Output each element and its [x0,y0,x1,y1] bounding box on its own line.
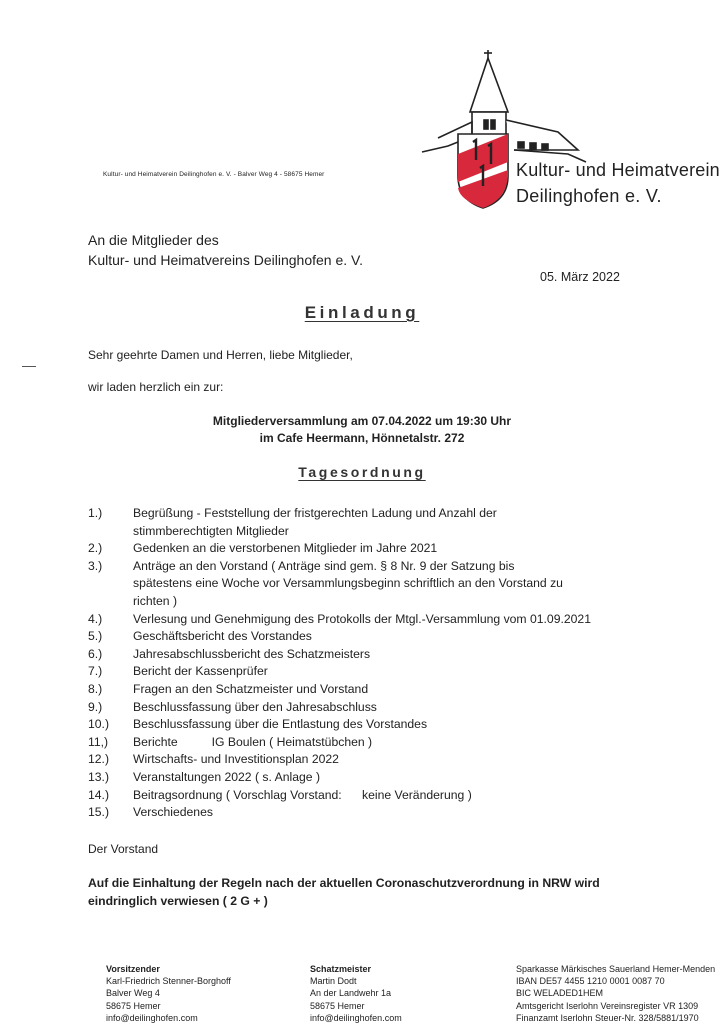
agenda-item-text: spätestens eine Woche vor Versammlungsbeginn schriftlich an den Vorstand zu [133,576,563,591]
agenda-item-text: Verlesung und Genehmigung des Protokolls der Mtgl.-Versammlung vom 01.09.2021 [133,611,591,626]
agenda-item-text: Verschiedenes [133,805,213,820]
list-item [88,505,688,540]
agenda-item-text: Wirtschafts- und Investitionsplan 2022 [133,752,339,767]
list-item [88,611,688,629]
closing-signature: Der Vorstand [88,842,159,856]
agenda-item-text: stimmberechtigten Mitglieder [133,523,289,538]
sender-address-line: Kultur- und Heimatverein Deilinghofen e. V. - Balver Weg 4 - 58675 Hemer [103,171,325,178]
agenda-item-number: 3.) [88,558,103,573]
agenda-item-number: 1.) [88,506,103,520]
letter-date: 05. März 2022 [540,270,620,284]
agenda-item-text: Berichte IG Boulen ( Heimatstübchen ) [133,734,373,749]
list-item [88,751,688,769]
footer-chair-title: Vorsitzender [106,964,160,974]
page-title: Einladung [304,303,420,322]
list-item [88,681,688,699]
list-item [88,804,688,822]
agenda-item-text: Beitragsordnung ( Vorschlag Vorstand: keine Veränderung ) [133,787,472,802]
list-item [88,699,688,717]
agenda-item-number: 10.) [88,717,110,732]
list-item [88,769,688,787]
footer-bank-line: BIC WELADED1HEM [516,988,604,999]
agenda-item-text: Veranstaltungen 2022 ( s. Anlage ) [133,769,321,784]
list-item [88,540,688,558]
recipient-line2: Kultur- und Heimatvereins Deilinghofen e. V. [88,252,363,268]
footer-treasurer-street: An der Landwehr 1a [310,988,392,999]
list-item [88,628,688,646]
agenda-item-number: 2.) [88,541,103,556]
notice-line2: eindringlich verwiesen ( 2 G + ) [88,894,268,908]
agenda-item-text: Begrüßung - Feststellung der fristgerechten Ladung und Anzahl der [133,506,497,520]
footer-chair-email[interactable]: info@deilinghofen.com [106,1012,198,1023]
agenda-item-text: Bericht der Kassenprüfer [133,664,268,679]
footer-chair-name: Karl-Friedrich Stenner-Borghoff [106,976,231,987]
agenda-item-number: 5.) [88,629,103,644]
agenda-item-number: 12.) [88,752,110,767]
agenda-item-number: 15.) [88,805,110,820]
footer-bank [516,963,715,1024]
agenda-item-text: Beschlussfassung über den Jahresabschluss [133,699,377,714]
footer-treasurer-name: Martin Dodt [310,976,357,987]
agenda-title: Tagesordnung [298,464,426,480]
agenda-item-number: 9.) [88,699,103,714]
meeting-location-line: im Cafe Heermann, Hönnetalstr. 272 [259,431,465,445]
footer-treasurer [310,963,402,1024]
intro-text: wir laden herzlich ein zur: [88,380,224,394]
margin-mark [22,366,36,367]
list-item [88,663,688,681]
agenda-item-number: 8.) [88,681,103,696]
agenda-item-number: 7.) [88,664,103,679]
agenda-item-text: Jahresabschlussbericht des Schatzmeisters [133,646,371,661]
footer-bank-line: IBAN DE57 4455 1210 0001 0087 70 [516,976,665,987]
list-item [88,716,688,734]
list-item [88,787,688,805]
list-item [88,734,688,752]
org-name-line1: Kultur- und Heimatverein [516,160,720,180]
footer-bank-line: Amtsgericht Iserlohn Vereinsregister VR 1309 [516,1000,699,1011]
footer-treasurer-city: 58675 Hemer [310,1000,365,1011]
notice-line1: Auf die Einhaltung der Regeln nach der aktuellen Coronaschutzverordnung in NRW wird [88,876,600,890]
agenda-item-text: Fragen an den Schatzmeister und Vorstand [133,681,369,696]
agenda-item-text: Gedenken an die verstorbenen Mitglieder im Jahre 2021 [133,541,438,556]
agenda-item-number: 13.) [88,769,110,784]
org-name-line2: Deilinghofen e. V. [516,186,662,206]
agenda-item-number: 11,) [88,734,109,749]
footer-treasurer-email[interactable]: info@deilinghofen.com [310,1012,402,1023]
footer-bank-line: Sparkasse Märkisches Sauerland Hemer-Menden [516,964,716,974]
footer-treasurer-title: Schatzmeister [310,964,372,974]
agenda-item-text: Geschäftsbericht des Vorstandes [133,629,312,644]
agenda-item-text: Anträge an den Vorstand ( Anträge sind gem. § 8 Nr. 9 der Satzung bis [133,558,515,573]
agenda-item-text: richten ) [133,593,178,608]
meeting-date-line: Mitgliederversammlung am 07.04.2022 um 19:30 Uhr [212,414,512,428]
footer-chair [106,963,231,1024]
list-item [88,646,688,664]
agenda-item-number: 14.) [88,787,110,802]
salutation: Sehr geehrte Damen und Herren, liebe Mitglieder, [88,348,353,362]
footer-bank-line: Finanzamt Iserlohn Steuer-Nr. 328/5881/1970 [516,1012,699,1023]
agenda-item-text: Beschlussfassung über die Entlastung des Vorstandes [133,717,428,732]
footer-chair-city: 58675 Hemer [106,1000,161,1011]
list-item [88,558,688,611]
footer-chair-street: Balver Weg 4 [106,988,160,999]
agenda-item-number: 6.) [88,646,103,661]
recipient-line1: An die Mitglieder des [88,232,219,248]
agenda-list [88,505,688,822]
agenda-item-number: 4.) [88,611,103,626]
